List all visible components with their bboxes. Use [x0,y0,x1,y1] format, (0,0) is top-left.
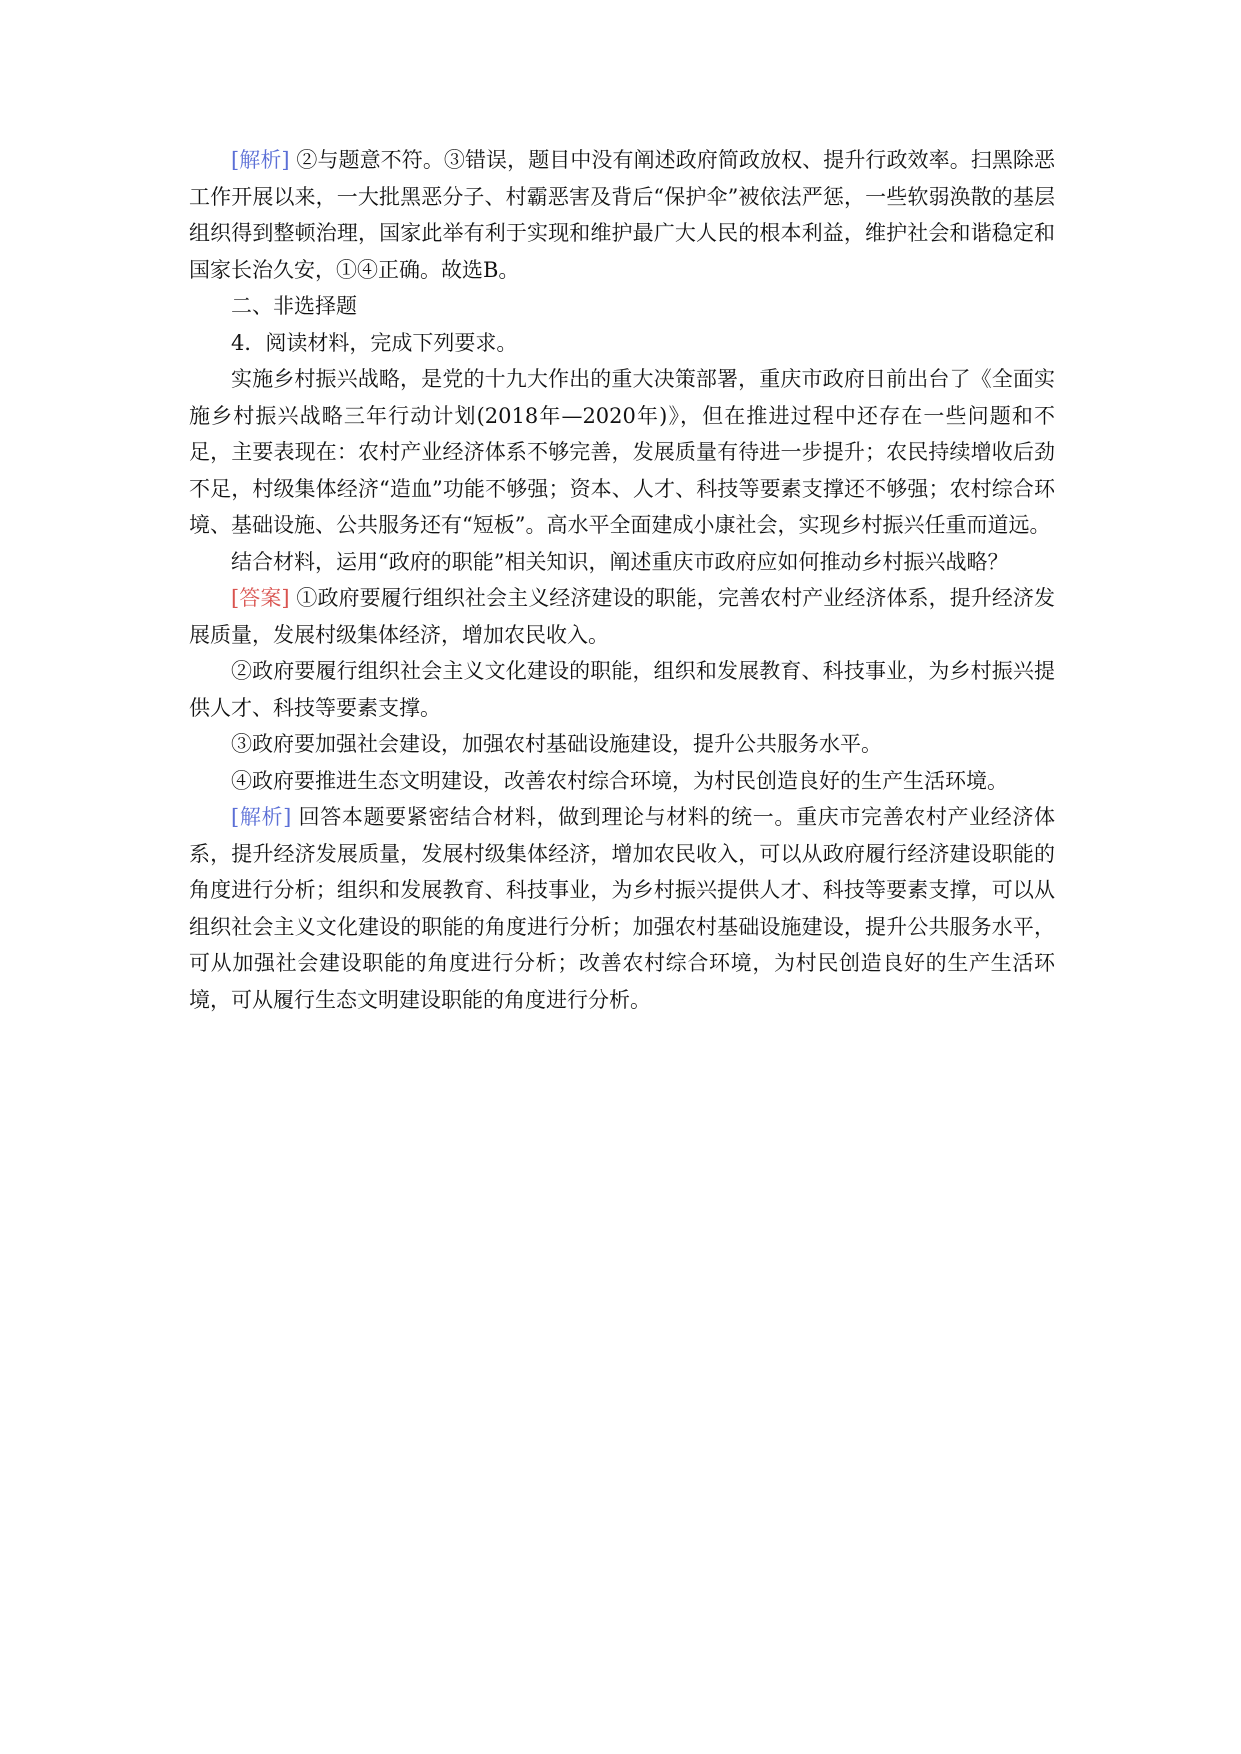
question-prompt: 结合材料，运用“政府的职能”相关知识，阐述重庆市政府应如何推动乡村振兴战略？ [231,549,1009,574]
document-page [189,142,1055,1018]
answer-text-1: ①政府要履行组织社会主义经济建设的职能，完善农村产业经济体系，提升经济发展质量，发展村级集体经济，增加农民收入。 [189,586,1055,647]
answer-paragraph-1 [189,580,1055,653]
analysis-tag: [解析] [231,148,290,172]
analysis-tag: [解析] [231,805,292,829]
material-paragraph: 实施乡村振兴战略，是党的十九大作出的重大决策部署，重庆市政府日前出台了《全面实施乡村振兴战略三年行动计划(2018年—2020年)》，但在推进过程中还存在一些问题和不足，主要表现在：农村产业经济体系不够完善，发展质量有待进一步提升；农民持续增收后劲不足，村级集体经济“造血”功能不够强；资本、人才、科技等要素支撑还不够强；农村综合环境、基础设施、公共服务还有“短板”。高水平全面建成小康社会，实现乡村振兴任重而道远。 [189,367,1055,537]
analysis-paragraph-1 [189,142,1055,288]
analysis-paragraph-2 [189,799,1055,1018]
section-heading: 二、非选择题 [231,294,357,318]
question-title: 4．阅读材料，完成下列要求。 [231,330,518,355]
analysis-text: 回答本题要紧密结合材料，做到理论与材料的统一。重庆市完善农村产业经济体系，提升经济发展质量，发展村级集体经济，增加农民收入，可以从政府履行经济建设职能的角度进行分析；组织和发展教育、科技事业，为乡村振兴提供人才、科技等要素支撑，可以从组织社会主义文化建设的职能的角度进行分析；加强农村基础设施建设，提升公共服务水平，可从加强社会建设职能的角度进行分析；改善农村综合环境，为村民创造良好的生产生活环境，可从履行生态文明建设职能的角度进行分析。 [189,805,1055,1012]
analysis-text: ②与题意不符。③错误，题目中没有阐述政府简政放权、提升行政效率。扫黑除恶工作开展以来，一大批黑恶分子、村霸恶害及背后“保护伞”被依法严惩，一些软弱涣散的基层组织得到整顿治理，国家此举有利于实现和维护最广大人民的根本利益，维护社会和谐稳定和国家长治久安，①④正确。故选B。 [189,148,1055,282]
answer-tag: [答案] [231,586,290,610]
answer-paragraph-4: ④政府要推进生态文明建设，改善农村综合环境，为村民创造良好的生产生活环境。 [231,768,1008,793]
answer-paragraph-2: ②政府要履行组织社会主义文化建设的职能，组织和发展教育、科技事业，为乡村振兴提供人才、科技等要素支撑。 [189,659,1055,720]
answer-paragraph-3: ③政府要加强社会建设，加强农村基础设施建设，提升公共服务水平。 [231,732,882,756]
